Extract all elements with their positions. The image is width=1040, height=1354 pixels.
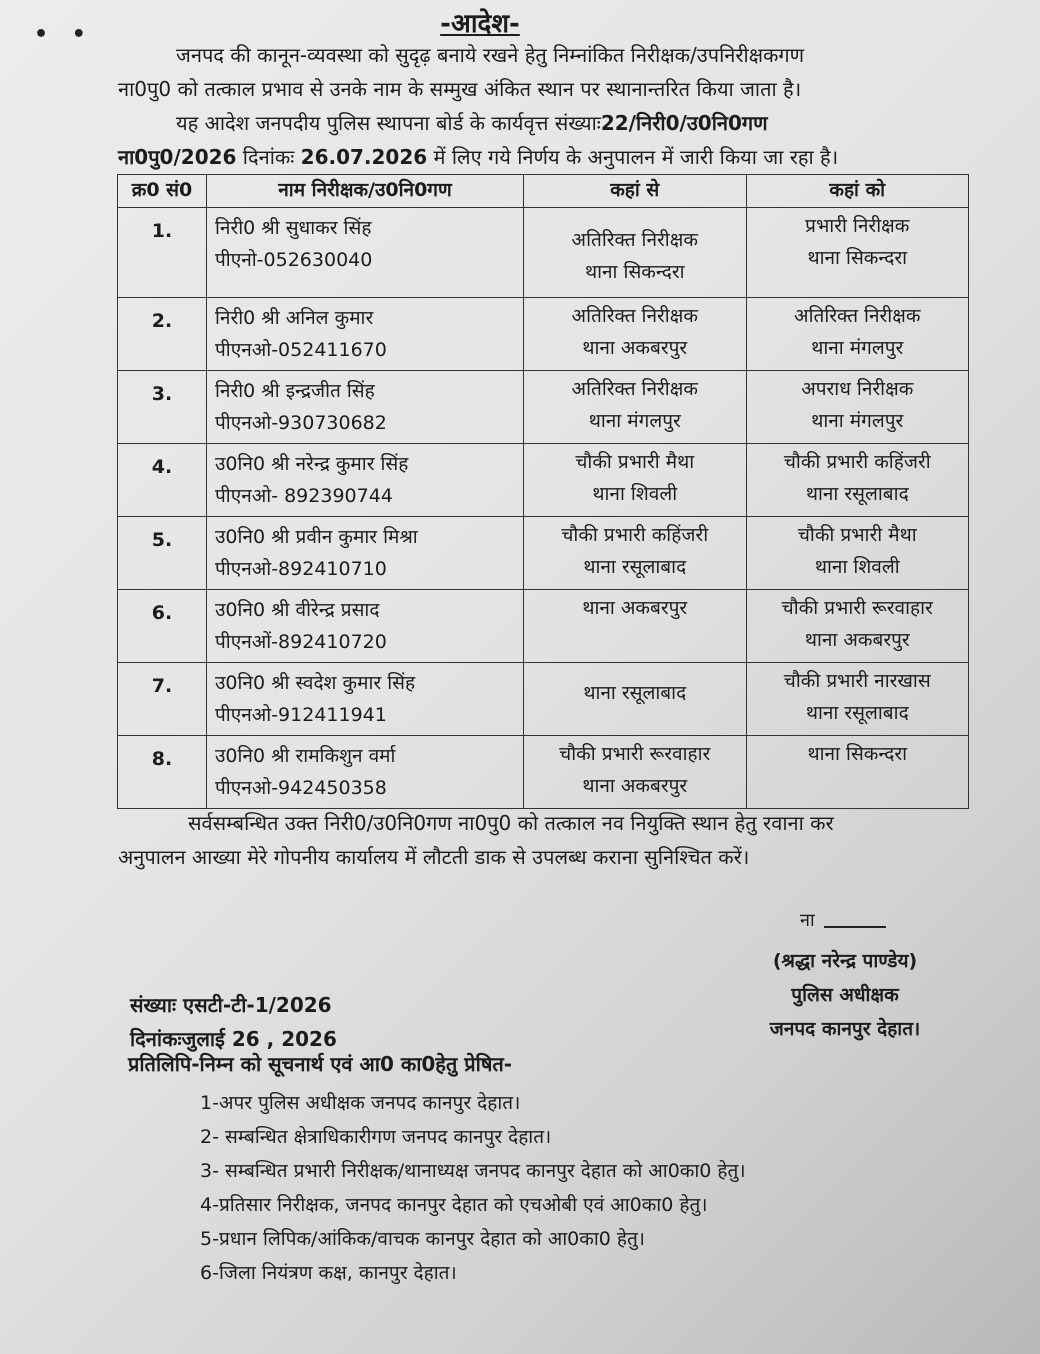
copy-list	[200, 1086, 746, 1290]
officer-name: उ0नि0 श्री रामकिशुन वर्मा	[215, 745, 396, 767]
signatory-district: जनपद कानपुर देहात।	[769, 1018, 921, 1040]
signatory-designation: पुलिस अधीक्षक	[791, 984, 899, 1006]
to-station: थाना मंगलपुर	[811, 337, 904, 359]
serial-number: 3.	[151, 383, 173, 405]
to-cell	[746, 736, 969, 809]
name-cell	[207, 208, 524, 298]
to-cell	[746, 444, 969, 517]
to-cell	[746, 208, 969, 298]
reference-line-2: ना0पु0/2026 दिनांकः 26.07.2026 में लिए गये निर्णय के अनुपालन में जारी किया जा रहा है।	[118, 145, 839, 169]
serial-cell	[118, 590, 207, 663]
name-cell	[207, 371, 524, 444]
to-station: थाना रसूलाबाद	[805, 702, 909, 724]
to-post: अपराध निरीक्षक	[801, 378, 914, 400]
serial-number: 4.	[151, 456, 173, 478]
officer-pno: पीएनओ- 892390744	[215, 485, 393, 507]
reference-line-1: यह आदेश जनपदीय पुलिस स्थापना बोर्ड के कार्यवृत्त संख्याः22/निरी0/उ0नि0गण	[176, 111, 768, 135]
officer-name: उ0नि0 श्री स्वदेश कुमार सिंह	[215, 672, 416, 694]
closing-line-1: सर्वसम्बन्धित उक्त निरी0/उ0नि0गण ना0पु0 को तत्काल नव नियुक्ति स्थान हेतु रवाना कर	[188, 811, 834, 835]
copy-item: 2- सम्बन्धित क्षेत्राधिकारीगण जनपद कानपुर देहात।	[200, 1126, 552, 1148]
serial-number: 6.	[151, 602, 173, 624]
officer-pno: पीएनओ-930730682	[215, 412, 387, 434]
copy-item: 5-प्रधान लिपिक/आंकिक/वाचक कानपुर देहात को आ0का0 हेतु।	[200, 1228, 646, 1250]
from-station: थाना अकबरपुर	[582, 337, 688, 359]
table-row	[118, 298, 969, 371]
order-meta	[130, 988, 337, 1056]
name-cell	[207, 298, 524, 371]
officer-pno: पीएनओं-892410720	[215, 631, 387, 653]
from-post: चौकी प्रभारी मैथा	[575, 451, 695, 473]
serial-cell	[118, 208, 207, 298]
officer-pno: पीएनओ-052411670	[215, 339, 387, 361]
table-row	[118, 663, 969, 736]
from-cell	[524, 444, 747, 517]
closing-paragraph	[118, 806, 948, 874]
to-post: चौकी प्रभारी मैथा	[797, 524, 917, 546]
margin-dots: • •	[34, 22, 94, 47]
officer-name: निरी0 श्री अनिल कुमार	[215, 307, 374, 329]
from-post: चौकी प्रभारी कहिंजरी	[561, 524, 709, 546]
copy-item: 3- सम्बन्धित प्रभारी निरीक्षक/थानाध्यक्ष जनपद कानपुर देहात को आ0का0 हेतु।	[200, 1160, 746, 1182]
copy-heading: प्रतिलिपि-निम्न को सूचनार्थ एवं आ0 का0हेतु प्रेषित-	[128, 1052, 513, 1076]
serial-cell	[118, 517, 207, 590]
to-post: चौकी प्रभारी कहिंजरी	[783, 451, 931, 473]
serial-number: 8.	[151, 748, 173, 770]
officer-name: उ0नि0 श्री नरेन्द्र कुमार सिंह	[215, 453, 409, 475]
name-cell	[207, 444, 524, 517]
col-name: नाम निरीक्षक/उ0नि0गण	[207, 175, 524, 208]
serial-cell	[118, 298, 207, 371]
from-cell	[524, 736, 747, 809]
from-cell	[524, 590, 747, 663]
copy-item: 4-प्रतिसार निरीक्षक, जनपद कानपुर देहात को एचओबी एवं आ0का0 हेतु।	[200, 1194, 708, 1216]
table-row	[118, 444, 969, 517]
serial-cell	[118, 736, 207, 809]
closing-line-2: अनुपालन आख्या मेरे गोपनीय कार्यालय में लौटती डाक से उपलब्ध कराना सुनिश्चित करें।	[118, 845, 750, 869]
to-post: थाना सिकन्दरा	[807, 743, 908, 765]
document-heading: -आदेश-	[440, 9, 520, 39]
to-post: चौकी प्रभारी रूरवाहार	[781, 597, 933, 619]
from-station: थाना मंगलपुर	[588, 410, 681, 432]
signature-mark: ना	[800, 910, 815, 931]
reference-paragraph	[118, 106, 948, 174]
to-cell	[746, 298, 969, 371]
officer-name: निरी0 श्री इन्द्रजीत सिंह	[215, 380, 375, 402]
to-station: थाना मंगलपुर	[811, 410, 904, 432]
from-cell	[524, 298, 747, 371]
transfer-table	[117, 174, 969, 809]
from-cell	[524, 371, 747, 444]
to-cell	[746, 663, 969, 736]
name-cell	[207, 736, 524, 809]
to-station: थाना रसूलाबाद	[805, 483, 909, 505]
to-post: चौकी प्रभारी नारखास	[783, 670, 931, 692]
from-station: थाना सिकन्दरा	[584, 261, 685, 283]
from-cell	[524, 517, 747, 590]
officer-pno: पीएनओ-912411941	[215, 704, 387, 726]
serial-number: 5.	[151, 529, 173, 551]
to-cell	[746, 517, 969, 590]
order-number: संख्याः एसटी-टी-1/2026	[130, 993, 332, 1017]
serial-number: 2.	[151, 310, 173, 332]
order-date: दिनांकःजुलाई 26 , 2026	[130, 1027, 337, 1051]
to-post: अतिरिक्त निरीक्षक	[794, 305, 921, 327]
from-post: अतिरिक्त निरीक्षक	[571, 229, 698, 251]
serial-number: 1.	[151, 220, 173, 242]
to-station: थाना शिवली	[814, 556, 900, 578]
to-station: थाना सिकन्दरा	[807, 247, 908, 269]
officer-name: उ0नि0 श्री प्रवीन कुमार मिश्रा	[215, 526, 418, 548]
officer-name: निरी0 श्री सुधाकर सिंह	[215, 217, 372, 239]
officer-name: उ0नि0 श्री वीरेन्द्र प्रसाद	[215, 599, 380, 621]
from-post: थाना रसूलाबाद	[583, 682, 687, 704]
signatory-block	[735, 944, 955, 1046]
intro-paragraph	[118, 38, 948, 106]
name-cell	[207, 663, 524, 736]
officer-pno: पीएनओ-942450358	[215, 777, 387, 799]
to-cell	[746, 590, 969, 663]
copy-item: 1-अपर पुलिस अधीक्षक जनपद कानपुर देहात।	[200, 1092, 521, 1114]
from-post: थाना अकबरपुर	[582, 597, 688, 619]
table-row	[118, 736, 969, 809]
intro-line-2: ना0पु0 को तत्काल प्रभाव से उनके नाम के सम्मुख अंकित स्थान पर स्थानान्तरित किया जाता है।	[118, 77, 802, 101]
to-post: प्रभारी निरीक्षक	[805, 215, 910, 237]
table-row	[118, 590, 969, 663]
table-row	[118, 371, 969, 444]
serial-cell	[118, 663, 207, 736]
from-cell	[524, 663, 747, 736]
col-serial: क्र0 सं0	[118, 175, 207, 208]
col-to: कहां को	[746, 175, 969, 208]
serial-cell	[118, 444, 207, 517]
copy-item: 6-जिला नियंत्रण कक्ष, कानपुर देहात।	[200, 1262, 457, 1284]
from-station: थाना शिवली	[592, 483, 678, 505]
name-cell	[207, 517, 524, 590]
officer-pno: पीएनओ-892410710	[215, 558, 387, 580]
name-cell	[207, 590, 524, 663]
table-header-row	[118, 175, 969, 208]
col-from: कहां से	[524, 175, 747, 208]
from-cell	[524, 208, 747, 298]
from-post: अतिरिक्त निरीक्षक	[571, 378, 698, 400]
from-post: अतिरिक्त निरीक्षक	[571, 305, 698, 327]
from-post: चौकी प्रभारी रूरवाहार	[559, 743, 711, 765]
table-row	[118, 517, 969, 590]
table-row	[118, 208, 969, 298]
from-station: थाना रसूलाबाद	[583, 556, 687, 578]
serial-number: 7.	[151, 675, 173, 697]
serial-cell	[118, 371, 207, 444]
officer-pno: पीएनो-052630040	[215, 249, 373, 271]
intro-line-1: जनपद की कानून-व्यवस्था को सुदृढ़ बनाये रखने हेतु निम्नांकित निरीक्षक/उपनिरीक्षकगण	[176, 43, 805, 67]
to-cell	[746, 371, 969, 444]
signatory-name: (श्रद्धा नरेन्द्र पाण्डेय)	[772, 950, 918, 972]
to-station: थाना अकबरपुर	[804, 629, 910, 651]
from-station: थाना अकबरपुर	[582, 775, 688, 797]
